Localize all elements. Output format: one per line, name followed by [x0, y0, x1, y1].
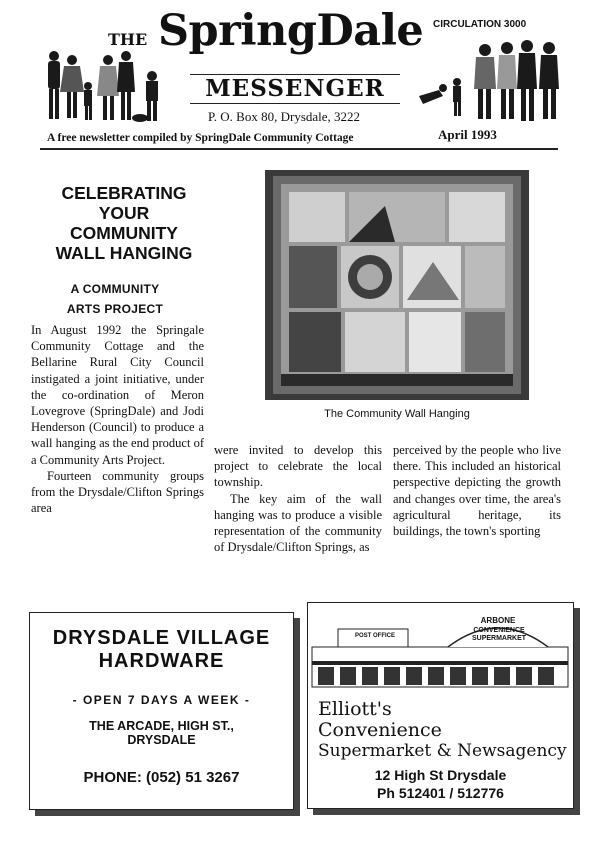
elliotts-phone: Ph 512401 / 512776: [377, 785, 504, 801]
store-facade-illustration: [308, 603, 573, 695]
headline-line: CELEBRATING: [61, 183, 187, 203]
hardware-hours: - OPEN 7 DAYS A WEEK -: [72, 693, 251, 707]
sign-top: ARBONE: [480, 616, 516, 625]
sign-convenience-line: SUPERMARKET: [471, 635, 527, 642]
photo-caption: The Community Wall Hanging: [324, 408, 470, 420]
paragraph: were invited to develop this project to celebrate the local township.: [214, 443, 382, 490]
article-column-1: [31, 322, 204, 516]
hardware-phone: PHONE: (052) 51 3267: [83, 769, 240, 786]
people-illustration-right: [413, 36, 563, 128]
elliotts-name-line: Elliott's: [318, 698, 392, 720]
masthead-the: THE: [108, 30, 148, 49]
hardware-advertisement: [29, 612, 294, 810]
hardware-name-line2: HARDWARE: [98, 650, 225, 672]
paragraph: The key aim of the wall hanging was to produce a visible representation of the community of Drysdale/Clifton Springs, as: [214, 491, 382, 555]
article-headline: [38, 183, 210, 263]
elliotts-name-line: Convenience: [318, 719, 442, 741]
paragraph: perceived by the people who live there. This included an historical perspective depicting the growth and changes over time, the area's agricultural heritage, its buildings, the town's sporting: [393, 443, 561, 539]
hardware-address-line2: DRYSDALE: [127, 733, 196, 747]
subhead-line: A COMMUNITY: [70, 282, 160, 296]
hardware-address-line1: THE ARCADE, HIGH ST.,: [89, 719, 234, 733]
elliotts-name-line: Supermarket & Newsagency: [318, 741, 567, 761]
people-illustration-left: [40, 46, 170, 128]
headline-line: COMMUNITY: [70, 223, 178, 243]
masthead-title: SpringDale: [158, 6, 424, 56]
paragraph: In August 1992 the Springale Community Cottage and the Bellarine Rural City Council instigated a joint initiative, under the co-ordination of Meron Lovegrove (SpringDale) and Jodi Henderson (Council) to produce a wall hanging as the end product of a Community Arts Project.: [31, 323, 204, 467]
elliotts-address: 12 High St Drysdale: [374, 767, 507, 783]
paragraph: Fourteen community groups from the Drysdale/Clifton Springs area: [31, 468, 204, 516]
article-subhead: [50, 279, 180, 319]
sign-convenience: [454, 627, 544, 643]
wall-hanging-photo: [265, 170, 529, 400]
hardware-name-line1: DRYSDALE VILLAGE: [52, 627, 271, 649]
elliotts-advertisement: [307, 602, 574, 809]
issue-date: April 1993: [438, 127, 497, 142]
masthead-tagline: A free newsletter compiled by SpringDale Community Cottage: [47, 132, 354, 144]
sign-convenience-line: CONVENIENCE: [473, 627, 525, 634]
masthead-divider: [40, 148, 558, 150]
masthead-address: P. O. Box 80, Drysdale, 3222: [208, 109, 361, 124]
headline-line: WALL HANGING: [55, 243, 193, 263]
circulation-label: CIRCULATION 3000: [433, 19, 527, 30]
sign-post-office: POST OFFICE: [354, 633, 395, 639]
article-column-3: [393, 442, 561, 539]
subhead-line: ARTS PROJECT: [66, 302, 164, 316]
headline-line: YOUR: [98, 203, 150, 223]
elliotts-name: [318, 699, 567, 762]
masthead-messenger: MESSENGER: [190, 74, 400, 104]
article-column-2: [214, 442, 382, 555]
